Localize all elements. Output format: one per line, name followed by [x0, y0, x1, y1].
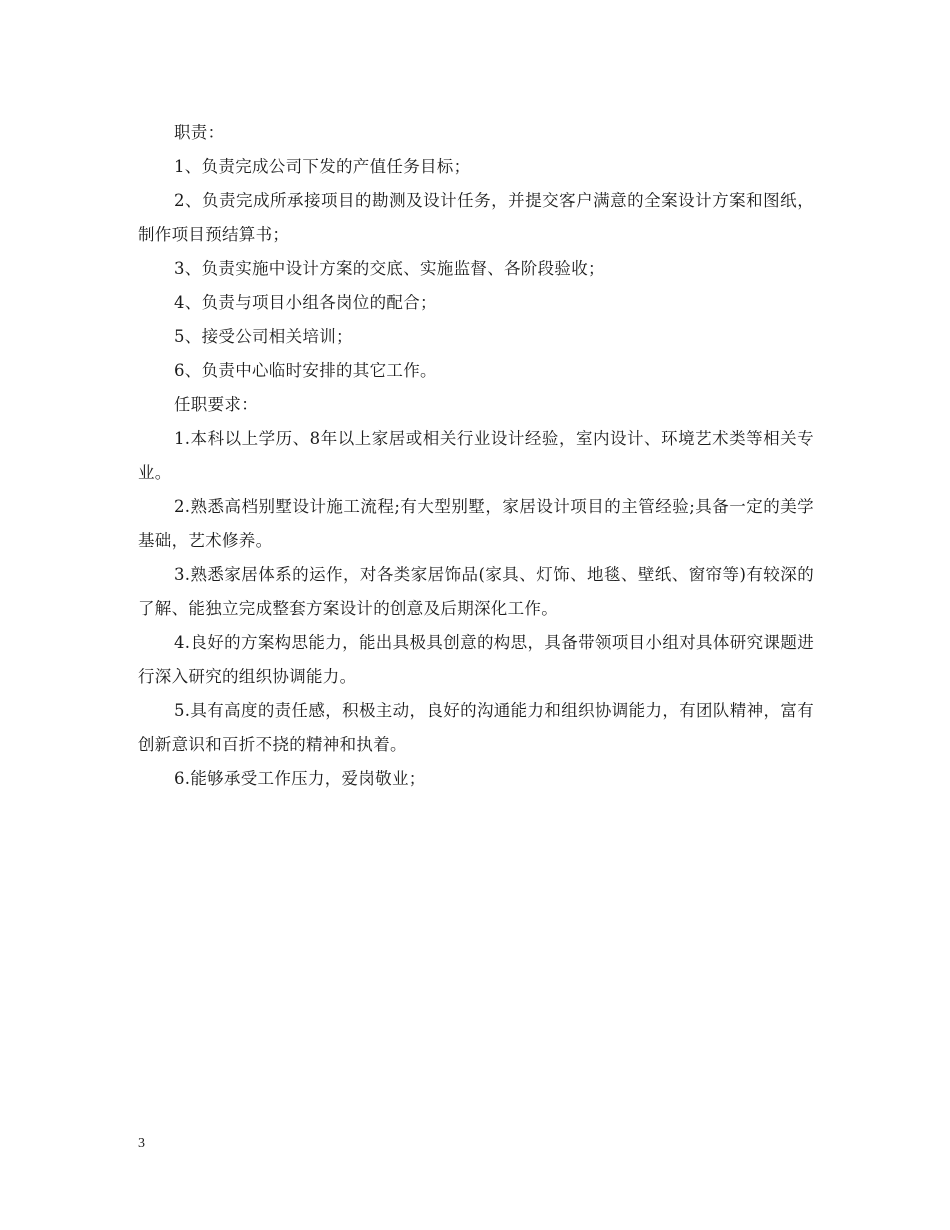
requirement-item-1: 1.本科以上学历、8年以上家居或相关行业设计经验，室内设计、环境艺术类等相关专业。 — [138, 429, 814, 482]
duty-item-6: 6、负责中心临时安排的其它工作。 — [174, 361, 437, 380]
duty-item-2: 2、负责完成所承接项目的勘测及设计任务，并提交客户满意的全案设计方案和图纸，制作项目预结算书； — [138, 191, 814, 244]
duty-item-3: 3、负责实施中设计方案的交底、实施监督、各阶段验收； — [174, 259, 605, 278]
section-heading-duties: 职责： — [174, 123, 225, 142]
duty-item-4: 4、负责与项目小组各岗位的配合； — [174, 293, 437, 312]
duty-item-5: 5、接受公司相关培训； — [174, 327, 353, 346]
page-number: 3 — [138, 1136, 145, 1151]
requirement-item-4: 4.良好的方案构思能力，能出具极具创意的构思，具备带领项目小组对具体研究课题进行深入研究的组织协调能力。 — [138, 633, 814, 686]
requirement-item-2: 2.熟悉高档别墅设计施工流程;有大型别墅，家居设计项目的主管经验;具备一定的美学基础，艺术修养。 — [138, 497, 814, 550]
duty-item-1: 1、负责完成公司下发的产值任务目标； — [174, 157, 471, 176]
requirement-item-3: 3.熟悉家居体系的运作，对各类家居饰品(家具、灯饰、地毯、壁纸、窗帘等)有较深的了解、能独立完成整套方案设计的创意及后期深化工作。 — [138, 565, 814, 618]
document-body — [138, 116, 814, 796]
requirement-item-6: 6.能够承受工作压力，爱岗敬业； — [174, 769, 426, 788]
section-heading-requirements: 任职要求： — [174, 395, 258, 414]
requirement-item-5: 5.具有高度的责任感，积极主动，良好的沟通能力和组织协调能力，有团队精神，富有创新意识和百折不挠的精神和执着。 — [138, 701, 814, 754]
